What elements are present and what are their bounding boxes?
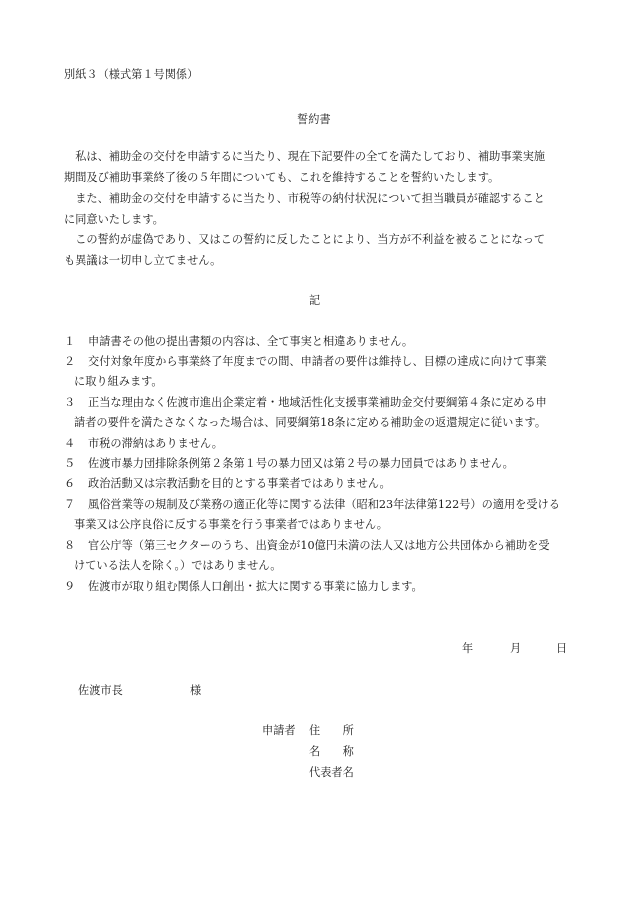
addressee-name: 佐渡市長 bbox=[78, 684, 123, 697]
item-text: 佐渡市暴力団排除条例第２条第１号の暴力団又は第２号の暴力団員ではありません。 bbox=[88, 457, 514, 470]
item-number: ２ bbox=[64, 355, 76, 368]
applicant-name-label: 名 称 bbox=[309, 745, 354, 758]
date-month: 月 bbox=[510, 642, 522, 655]
item-text: 正当な理由なく佐渡市進出企業定着・地域活性化支援事業補助金交付要綱第４条に定める申 bbox=[88, 396, 547, 409]
form-header: 別紙３（様式第１号関係） bbox=[64, 68, 199, 81]
paragraph-line: 期間及び補助事業終了後の５年間についても、これを維持することを誓約いたします。 bbox=[64, 171, 500, 184]
item-number: ４ bbox=[64, 437, 76, 450]
item-number: ６ bbox=[64, 477, 76, 490]
paragraph-line: また、補助金の交付を申請するに当たり、市税等の納付状況について担当職員が確認すること bbox=[64, 192, 545, 205]
paragraph-line: に同意いたします。 bbox=[64, 213, 164, 226]
paragraph-line: 私は、補助金の交付を申請するに当たり、現在下記要件の全てを満たしており、補助事業実施 bbox=[64, 150, 546, 163]
document-title: 誓約書 bbox=[297, 113, 331, 126]
applicant-address-label: 住 所 bbox=[309, 724, 354, 737]
paragraph-line: この誓約が虚偽であり、又はこの誓約に反したことにより、当方が不利益を被ることになって bbox=[64, 233, 546, 246]
item-text: けている法人を除く。）ではありません。 bbox=[74, 559, 282, 572]
addressee-honorific: 様 bbox=[190, 684, 202, 697]
item-text: 事業又は公序良俗に反する事業を行う事業者ではありません。 bbox=[74, 518, 388, 531]
item-number: ３ bbox=[64, 396, 76, 409]
applicant-label: 申請者 bbox=[262, 724, 296, 737]
date-day: 日 bbox=[556, 642, 568, 655]
item-text: 市税の滞納はありません。 bbox=[88, 437, 223, 450]
item-text: 官公庁等（第三セクターのうち、出資金が10億円未満の法人又は地方公共団体から補助を受 bbox=[88, 539, 550, 552]
item-text: 申請書その他の提出書類の内容は、全て事実と相違ありません。 bbox=[88, 335, 414, 348]
item-number: ５ bbox=[64, 457, 76, 470]
item-text: に取り組みます。 bbox=[74, 375, 163, 388]
item-text: 政治活動又は宗教活動を目的とする事業者ではありません。 bbox=[88, 477, 391, 490]
ki-heading: 記 bbox=[309, 294, 321, 307]
item-text: 請者の要件を満たさなくなった場合は、同要綱第18条に定める補助金の返還規定に従います。 bbox=[74, 416, 547, 429]
date-year: 年 bbox=[462, 642, 474, 655]
applicant-representative-label: 代表者名 bbox=[309, 766, 354, 779]
item-number: ７ bbox=[64, 498, 76, 511]
item-text: 佐渡市が取り組む関係人口創出・拡大に関する事業に協力します。 bbox=[88, 580, 423, 593]
paragraph-line: も異議は一切申し立てません。 bbox=[64, 254, 222, 267]
item-number: ９ bbox=[64, 580, 76, 593]
item-text: 風俗営業等の規制及び業務の適正化等に関する法律（昭和23年法律第122号）の適用を受ける bbox=[88, 498, 560, 511]
item-number: １ bbox=[64, 335, 76, 348]
item-number: ８ bbox=[64, 539, 76, 552]
item-text: 交付対象年度から事業終了年度までの間、申請者の要件は維持し、目標の達成に向けて事業 bbox=[88, 355, 547, 368]
